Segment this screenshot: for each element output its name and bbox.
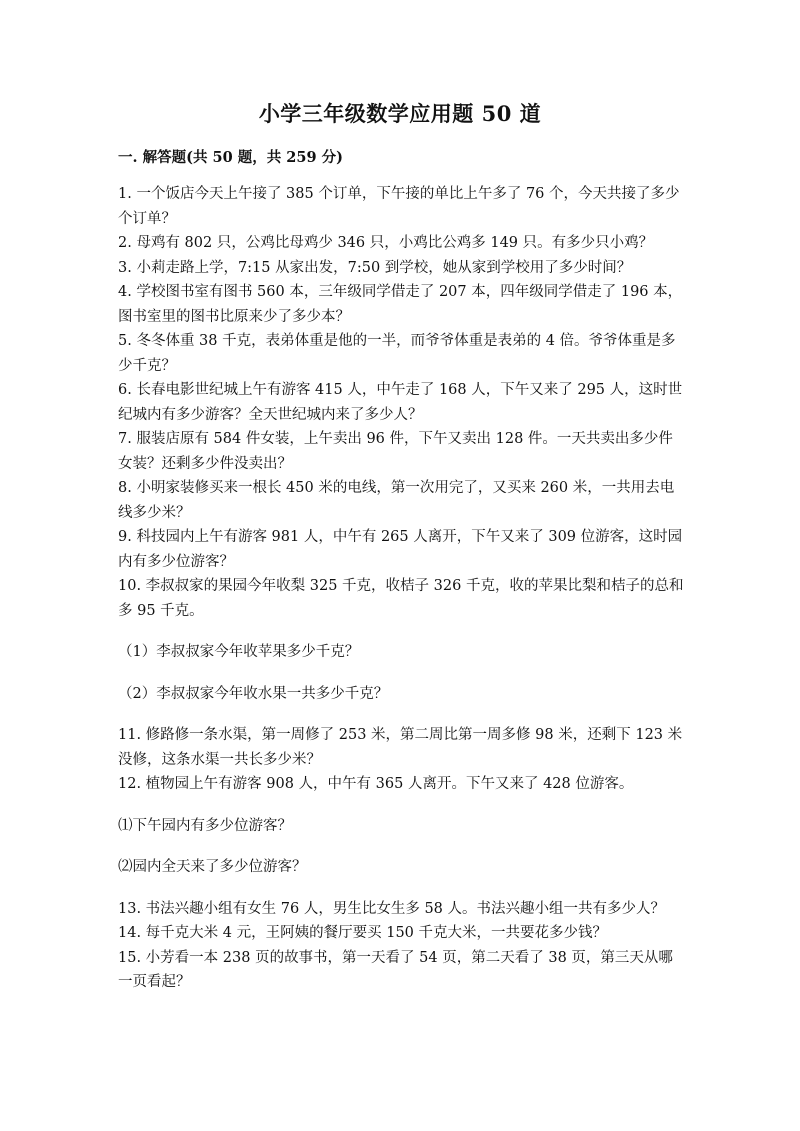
question-6: 6. 长春电影世纪城上午有游客 415 人，中午走了 168 人，下午又来了 295 人，这时世纪城内有多少游客？全天世纪城内来了多少人？ [118,382,683,423]
section-heading: 一. 解答题(共 50 题，共 259 分) [118,149,343,166]
question-7: 7. 服装店原有 584 件女装，上午卖出 96 件，下午又卖出 128 件。一天共卖出多少件女装？还剩多少件没卖出？ [118,431,673,472]
question-3: 3. 小莉走路上学，7:15 从家出发，7:50 到学校，她从家到学校用了多少时间？ [118,259,632,276]
question-1: 1. 一个饭店今天上午接了 385 个订单，下午接的单比上午多了 76 个，今天共接了多少个订单？ [118,186,680,227]
question-12-part-1: ⑴下午园内有多少位游客？ [118,817,292,834]
question-8: 8. 小明家装修买来一根长 450 米的电线，第一次用完了，又买来 260 米，一共用去电线多少米？ [118,480,675,521]
question-5: 5. 冬冬体重 38 千克，表弟体重是他的一半，而爷爷体重是表弟的 4 倍。爷爷体重是多少千克？ [118,333,676,374]
question-12-part-2: ⑵园内全天来了多少位游客？ [118,859,307,875]
question-10: 10. 李叔叔家的果园今年收梨 325 千克，收桔子 326 千克，收的苹果比梨和桔子的总和多 95 千克。 [118,578,684,619]
question-11: 11. 修路修一条水渠，第一周修了 253 米，第二周比第一周多修 98 米，还剩下 123 米没修，这条水渠一共长多少米？ [118,727,683,768]
question-14: 14. 每千克大米 4 元，王阿姨的餐厅要买 150 千克大米，一共要花多少钱？ [118,925,608,941]
question-4: 4. 学校图书室有图书 560 本，三年级同学借走了 207 本，四年级同学借走了 196 本，图书室里的图书比原来少了多少本？ [118,284,683,325]
question-10-part-2: （2）李叔叔家今年收水果一共多少千克？ [118,685,389,702]
question-list [118,182,684,995]
question-9: 9. 科技园内上午有游客 981 人，中午有 265 人离开，下午又来了 309 位游客，这时园内有多少位游客？ [118,529,683,570]
page-title: 小学三年级数学应用题 50 道 [258,101,542,126]
question-12: 12. 植物园上午有游客 908 人，中午有 365 人离开。下午又来了 428 位游客。 [118,776,634,792]
question-10-part-1: （1）李叔叔家今年收苹果多少千克？ [118,644,360,660]
question-13: 13. 书法兴趣小组有女生 76 人，男生比女生多 58 人。书法兴趣小组一共有多少人？ [118,900,666,917]
question-15: 15. 小芳看一本 238 页的故事书，第一天看了 54 页，第二天看了 38 页，第三天从哪一页看起？ [118,949,673,990]
question-2: 2. 母鸡有 802 只，公鸡比母鸡少 346 只，小鸡比公鸡多 149 只。有多少只小鸡？ [118,235,654,251]
